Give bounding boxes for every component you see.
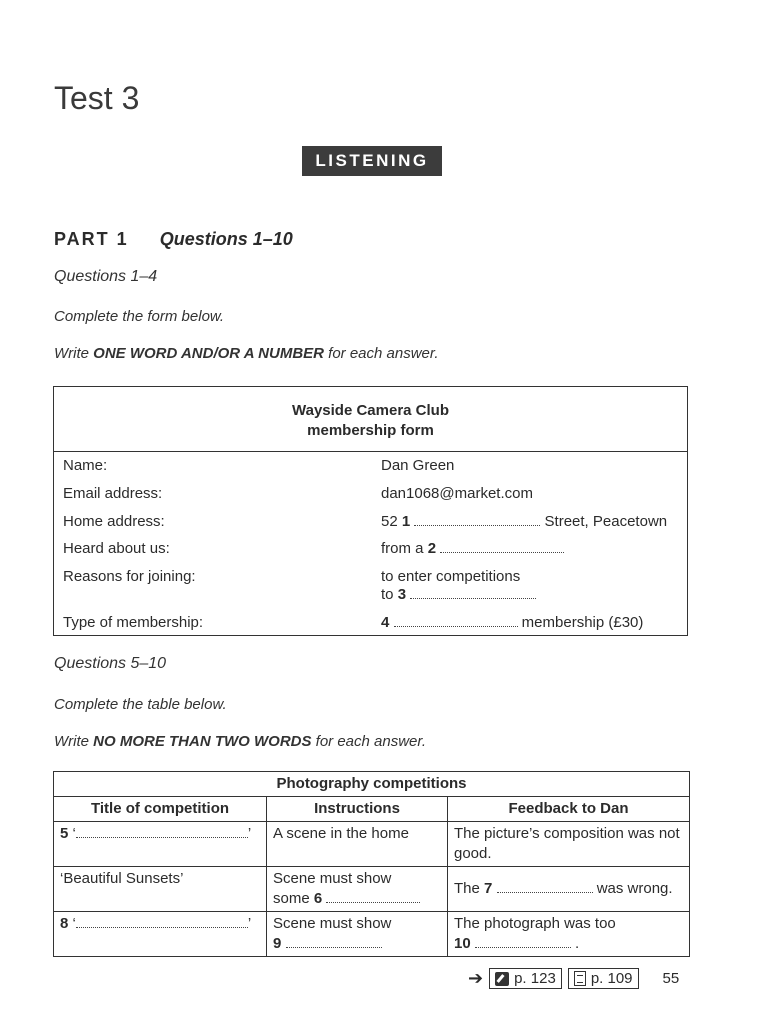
heard-prefix: from a [381,540,428,557]
cell-instructions-1: A scene in the home [267,822,448,867]
answer-number-7: 7 [484,880,493,897]
instr-2-line-1: Scene must show [273,870,392,887]
answer-blank-10[interactable] [475,935,571,948]
word-limit-2: NO MORE THAN TWO WORDS [93,733,312,750]
form-title: Wayside Camera Club [292,402,449,419]
document-icon [574,971,586,986]
part-questions: Questions 1–10 [159,229,293,249]
answer-blank-4[interactable] [394,614,518,627]
reference-2-label: p. 109 [590,970,633,987]
write-prefix: Write [54,345,94,362]
header-title: Title of competition [54,797,267,822]
header-feedback: Feedback to Dan [448,797,690,822]
open-quote-2: ‘ [68,915,76,932]
reasons-line-1: to enter competitions [381,568,521,585]
answer-blank-3[interactable] [410,586,536,599]
form-value-reasons [381,568,536,604]
address-suffix: Street, Peacetown [540,513,668,530]
fb-2-suffix: was wrong. [592,880,673,897]
pencil-icon [495,972,509,986]
form-value-membership [381,614,643,632]
questions-1-4-label: Questions 1–4 [54,268,158,285]
answer-number-6: 6 [313,890,323,907]
form-label-membership: Type of membership: [63,614,204,631]
reasons-line-2 [381,586,536,604]
form-value-name: Dan Green [381,457,455,474]
answer-number-8: 8 [60,915,69,932]
address-prefix: 52 [381,513,402,530]
instr-3-line-2 [273,934,441,954]
answer-number-1: 1 [401,513,411,530]
cell-title-2: ‘Beautiful Sunsets’ [54,867,267,912]
answer-number-4: 4 [381,614,390,631]
cell-title-5 [54,822,267,867]
table-title-row [54,772,690,797]
form-header [54,387,687,452]
form-subtitle: membership form [307,422,434,439]
open-quote: ‘ [68,825,76,842]
reasons-prefix: to [381,586,398,603]
table-header-row [54,797,690,822]
instr-3-line-1: Scene must show [273,915,392,932]
arrow-right-icon: ➔ [468,968,484,988]
cell-feedback-2 [448,867,690,912]
cell-feedback-3 [448,912,690,957]
close-quote-2: ’ [247,915,252,932]
table-row [54,822,690,867]
test-title: Test 3 [54,80,140,116]
membership-form [53,386,688,636]
table-word-limit [54,733,426,750]
form-value-heard [381,540,564,558]
table-row [54,912,690,957]
reference-1-label: p. 123 [514,970,556,987]
answer-number-9: 9 [273,935,282,952]
answer-number-10: 10 [454,935,471,952]
fb-3-line-1: The photograph was too [454,915,616,932]
fb-3-line-2 [454,934,683,954]
section-badge: LISTENING [302,146,442,176]
table-row [54,867,690,912]
form-label-email: Email address: [63,485,163,502]
part-label: PART 1 [54,229,129,249]
questions-5-10-label: Questions 5–10 [54,655,167,672]
answer-number-5: 5 [60,825,69,842]
reference-audioscript[interactable] [489,968,562,989]
form-label-heard: Heard about us: [63,540,170,557]
fb-3-suffix: . [570,935,580,952]
answer-blank-7[interactable] [497,880,593,893]
answer-number-3: 3 [397,586,407,603]
answer-blank-5[interactable] [76,825,248,838]
page-number: 55 [662,970,680,987]
fb-2-prefix: The [454,880,485,897]
answer-blank-1[interactable] [414,513,540,526]
form-value-email: dan1068@market.com [381,485,533,502]
competitions-table [53,771,690,957]
instr-2-line-2 [273,889,441,909]
form-value-home-address [381,513,667,531]
header-instructions: Instructions [267,797,448,822]
table-title: Photography competitions [54,772,690,797]
answer-blank-9[interactable] [286,935,382,948]
write-prefix-2: Write [54,733,94,750]
answer-number-2: 2 [427,540,437,557]
close-quote: ’ [247,825,252,842]
answer-blank-2[interactable] [440,540,564,553]
form-label-reasons: Reasons for joining: [63,568,196,585]
reference-answer-key[interactable] [568,968,639,989]
cell-title-8 [54,912,267,957]
page-footer [468,968,679,989]
form-label-home-address: Home address: [63,513,165,530]
table-instruction: Complete the table below. [54,696,227,713]
cell-instructions-3 [267,912,448,957]
instr-2-prefix: some [273,890,314,907]
answer-blank-6[interactable] [326,890,420,903]
part-heading [54,229,293,250]
form-word-limit [54,345,439,362]
word-limit: ONE WORD AND/OR A NUMBER [93,345,324,362]
form-label-name: Name: [63,457,108,474]
answer-blank-8[interactable] [76,915,248,928]
cell-feedback-1: The picture’s composition was not good. [448,822,690,867]
cell-instructions-2 [267,867,448,912]
write-suffix: for each answer. [324,345,439,362]
form-instruction: Complete the form below. [54,308,225,325]
membership-suffix: membership (£30) [517,614,644,631]
write-suffix-2: for each answer. [311,733,426,750]
